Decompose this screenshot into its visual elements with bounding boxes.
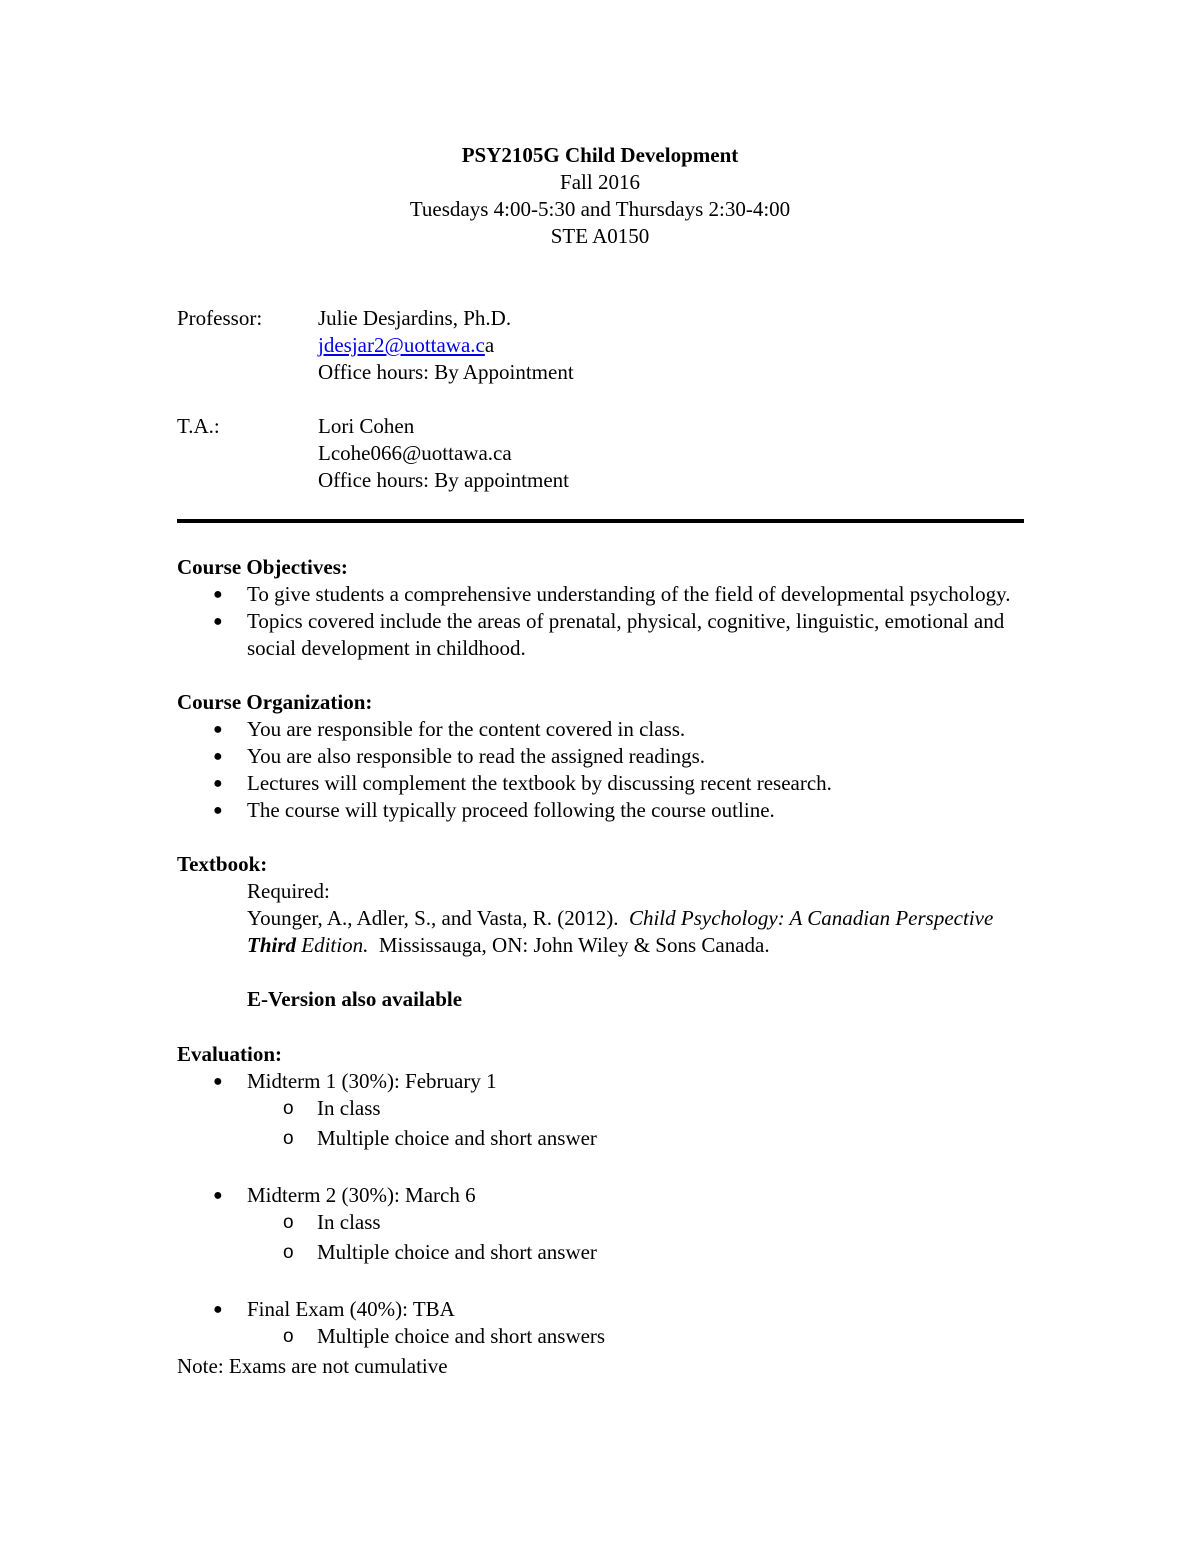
textbook-heading: Textbook: bbox=[177, 852, 268, 876]
textbook-authors: Younger, A., Adler, S., and Vasta, R. (2012). bbox=[247, 906, 619, 930]
list-item-text: To give students a comprehensive understanding of the field of developmental psychology. bbox=[247, 582, 1011, 606]
course-header bbox=[0, 142, 1200, 250]
evaluation-list bbox=[177, 1296, 1024, 1353]
organization-heading: Course Organization: bbox=[177, 690, 373, 714]
course-schedule: Tuesdays 4:00-5:30 and Thursdays 2:30-4:00 bbox=[409, 197, 791, 221]
list-item-text: Lectures will complement the textbook by discussing recent research. bbox=[247, 771, 832, 795]
bullet-icon: ● bbox=[213, 802, 223, 819]
textbook-title-suffix: Edition. bbox=[301, 933, 369, 957]
list-item bbox=[177, 1068, 1024, 1155]
sub-list-item bbox=[177, 1095, 1024, 1125]
list-item bbox=[177, 1182, 1024, 1269]
textbook-citation bbox=[247, 905, 1024, 959]
list-item bbox=[177, 1296, 1024, 1353]
bullet-icon: ● bbox=[213, 721, 223, 738]
list-item-text: Midterm 1 (30%): February 1 bbox=[247, 1069, 497, 1093]
evaluation-list bbox=[177, 1068, 1024, 1155]
evaluation-note: Note: Exams are not cumulative bbox=[177, 1354, 448, 1378]
syllabus-body bbox=[177, 554, 1024, 1380]
list-item bbox=[177, 770, 1024, 797]
sub-list bbox=[247, 1095, 1024, 1155]
circle-bullet-icon: o bbox=[283, 1326, 294, 1347]
sub-list-item-text: In class bbox=[317, 1210, 381, 1234]
contact-block bbox=[177, 305, 574, 494]
list-item bbox=[177, 797, 1024, 824]
bullet-icon: ● bbox=[213, 1301, 223, 1318]
objectives-list bbox=[177, 581, 1024, 662]
list-item bbox=[177, 743, 1024, 770]
bullet-icon: ● bbox=[213, 748, 223, 765]
textbook-block bbox=[177, 878, 1024, 1013]
ta-row bbox=[177, 413, 574, 494]
list-item-text: Final Exam (40%): TBA bbox=[247, 1297, 455, 1321]
bullet-icon: ● bbox=[213, 1187, 223, 1204]
sub-list-item bbox=[177, 1125, 1024, 1155]
sub-list-item bbox=[177, 1323, 1024, 1353]
evaluation-heading: Evaluation: bbox=[177, 1042, 283, 1066]
list-item bbox=[177, 716, 1024, 743]
list-item-text: You are responsible for the content covered in class. bbox=[247, 717, 686, 741]
ta-label: T.A.: bbox=[177, 414, 220, 438]
sub-list-item-text: Multiple choice and short answer bbox=[317, 1126, 597, 1150]
textbook-title-edition: Third bbox=[247, 933, 297, 957]
sub-list-item bbox=[177, 1239, 1024, 1269]
sub-list bbox=[247, 1323, 1024, 1353]
sub-list bbox=[247, 1209, 1024, 1269]
bullet-icon: ● bbox=[213, 613, 223, 630]
professor-label: Professor: bbox=[177, 306, 263, 330]
professor-office-hours: Office hours: By Appointment bbox=[318, 360, 574, 384]
bullet-icon: ● bbox=[213, 775, 223, 792]
sub-list-item-text: Multiple choice and short answer bbox=[317, 1240, 597, 1264]
sub-list-item-text: Multiple choice and short answers bbox=[317, 1324, 606, 1348]
course-room: STE A0150 bbox=[550, 224, 650, 248]
course-term: Fall 2016 bbox=[560, 170, 640, 194]
list-item-text: Topics covered include the areas of prenatal, physical, cognitive, linguistic, emotional and social development in childhood. bbox=[247, 609, 1005, 660]
evaluation-list bbox=[177, 1182, 1024, 1269]
circle-bullet-icon: o bbox=[283, 1242, 294, 1263]
bullet-icon: ● bbox=[213, 586, 223, 603]
professor-email-tail: a bbox=[484, 333, 495, 357]
professor-email bbox=[318, 332, 574, 359]
textbook-title: Child Psychology: A Canadian Perspective bbox=[628, 906, 994, 930]
textbook-publisher: Mississauga, ON: John Wiley & Sons Canada. bbox=[378, 933, 770, 957]
circle-bullet-icon: o bbox=[283, 1128, 294, 1149]
textbook-required: Required: bbox=[247, 879, 330, 903]
organization-list bbox=[177, 716, 1024, 824]
course-title: PSY2105G Child Development bbox=[461, 143, 739, 167]
list-item-text: The course will typically proceed following the course outline. bbox=[247, 798, 775, 822]
textbook-eversion: E-Version also available bbox=[247, 987, 463, 1011]
ta-office-hours: Office hours: By appointment bbox=[318, 468, 569, 492]
sub-list-item bbox=[177, 1209, 1024, 1239]
ta-email: Lcohe066@uottawa.ca bbox=[318, 441, 512, 465]
circle-bullet-icon: o bbox=[283, 1212, 294, 1233]
objectives-heading: Course Objectives: bbox=[177, 555, 348, 579]
bullet-icon: ● bbox=[213, 1073, 223, 1090]
sub-list-item-text: In class bbox=[317, 1096, 381, 1120]
circle-bullet-icon: o bbox=[283, 1098, 294, 1119]
horizontal-divider bbox=[177, 519, 1024, 523]
ta-name: Lori Cohen bbox=[318, 414, 415, 438]
professor-name: Julie Desjardins, Ph.D. bbox=[318, 306, 512, 330]
list-item-text: Midterm 2 (30%): March 6 bbox=[247, 1183, 476, 1207]
list-item bbox=[177, 581, 1024, 608]
list-item-text: You are also responsible to read the assigned readings. bbox=[247, 744, 706, 768]
list-item bbox=[177, 608, 1024, 662]
professor-email-link[interactable]: jdesjar2@uottawa.c bbox=[318, 333, 485, 357]
professor-row bbox=[177, 305, 574, 386]
